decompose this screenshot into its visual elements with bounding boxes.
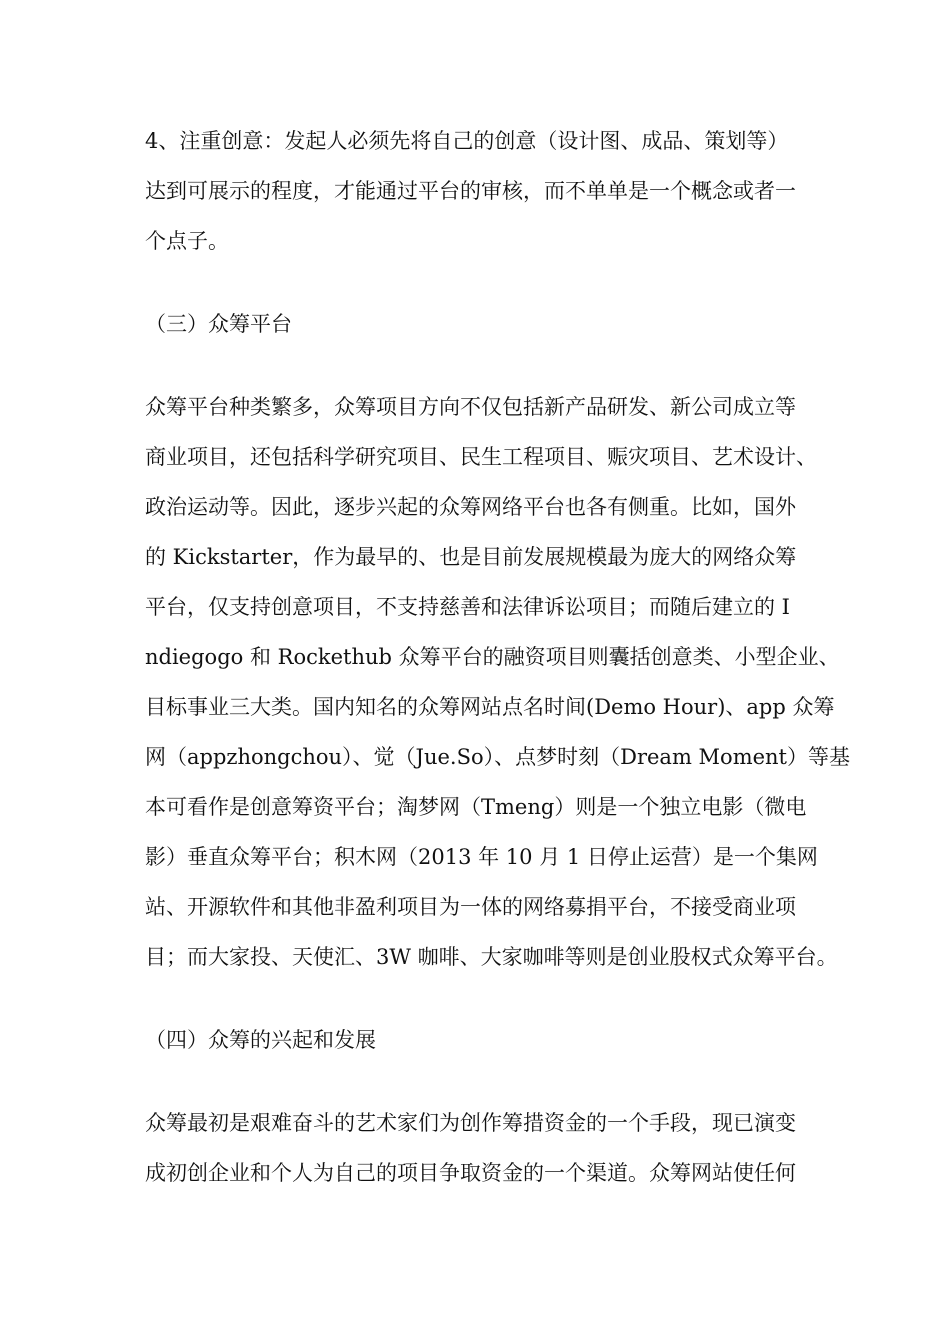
paragraph-rise (145, 1098, 815, 1198)
text-line (145, 432, 815, 482)
text-line-content: 众筹最初是艰难奋斗的艺术家们为创作筹措资金的一个手段，现已演变 (145, 1111, 796, 1135)
text-line (145, 682, 835, 732)
text-line-content: 平台，仅支持创意项目，不支持慈善和法律诉讼项目；而随后建立的 I (145, 595, 790, 619)
text-line-content: 达到可展示的程度，才能通过平台的审核，而不单单是一个概念或者一 (145, 179, 796, 203)
text-line-content: ndiegogo 和 Rockethub 众筹平台的融资项目则囊括创意类、小型企业、 (145, 645, 840, 669)
text-line-content: 政治运动等。因此，逐步兴起的众筹网络平台也各有侧重。比如，国外 (145, 495, 796, 519)
heading-text: （四）众筹的兴起和发展 (145, 1028, 376, 1052)
text-line-content: 站、开源软件和其他非盈利项目为一体的网络募捐平台，不接受商业项 (145, 895, 796, 919)
text-line (145, 782, 815, 832)
text-line (145, 382, 815, 432)
text-line (145, 166, 815, 216)
text-line-content: 影）垂直众筹平台；积木网（2013 年 10 月 1 日停止运营）是一个集网 (145, 845, 818, 869)
text-line (145, 1148, 815, 1198)
text-line (145, 1098, 815, 1148)
text-line (145, 582, 815, 632)
paragraph-platforms (145, 382, 850, 982)
text-line (145, 482, 815, 532)
text-line-content: 个点子。 (145, 229, 229, 253)
heading-text: （三）众筹平台 (145, 312, 292, 336)
text-line-content: 目标事业三大类。国内知名的众筹网站点名时间(Demo Hour)、app 众筹 (145, 695, 835, 719)
text-line-content: 的 Kickstarter，作为最早的、也是目前发展规模最为庞大的网络众筹 (145, 545, 797, 569)
text-line-content: 网（appzhongchou）、觉（Jue.So）、点梦时刻（Dream Moment）等基 (145, 745, 850, 769)
text-line-content: 4、注重创意：发起人必须先将自己的创意（设计图、成品、策划等） (145, 129, 789, 153)
text-line (145, 932, 838, 982)
text-line (145, 732, 850, 782)
heading-line (145, 299, 815, 349)
text-line (145, 116, 815, 166)
text-line-content: 本可看作是创意筹资平台；淘梦网（Tmeng）则是一个独立电影（微电 (145, 795, 807, 819)
section-heading-4 (145, 1015, 815, 1065)
text-line-content: 商业项目，还包括科学研究项目、民生工程项目、赈灾项目、艺术设计、 (145, 445, 817, 469)
heading-line (145, 1015, 815, 1065)
text-line-content: 众筹平台种类繁多，众筹项目方向不仅包括新产品研发、新公司成立等 (145, 395, 796, 419)
text-line (145, 632, 840, 682)
text-line (145, 832, 818, 882)
text-line-content: 目；而大家投、天使汇、3W 咖啡、大家咖啡等则是创业股权式众筹平台。 (145, 945, 838, 969)
text-line-content: 成初创企业和个人为自己的项目争取资金的一个渠道。众筹网站使任何 (145, 1161, 796, 1185)
paragraph-point-4 (145, 116, 815, 266)
text-line (145, 216, 815, 266)
text-line (145, 532, 815, 582)
document-page (145, 116, 850, 1198)
text-line (145, 882, 815, 932)
section-heading-3 (145, 299, 815, 349)
